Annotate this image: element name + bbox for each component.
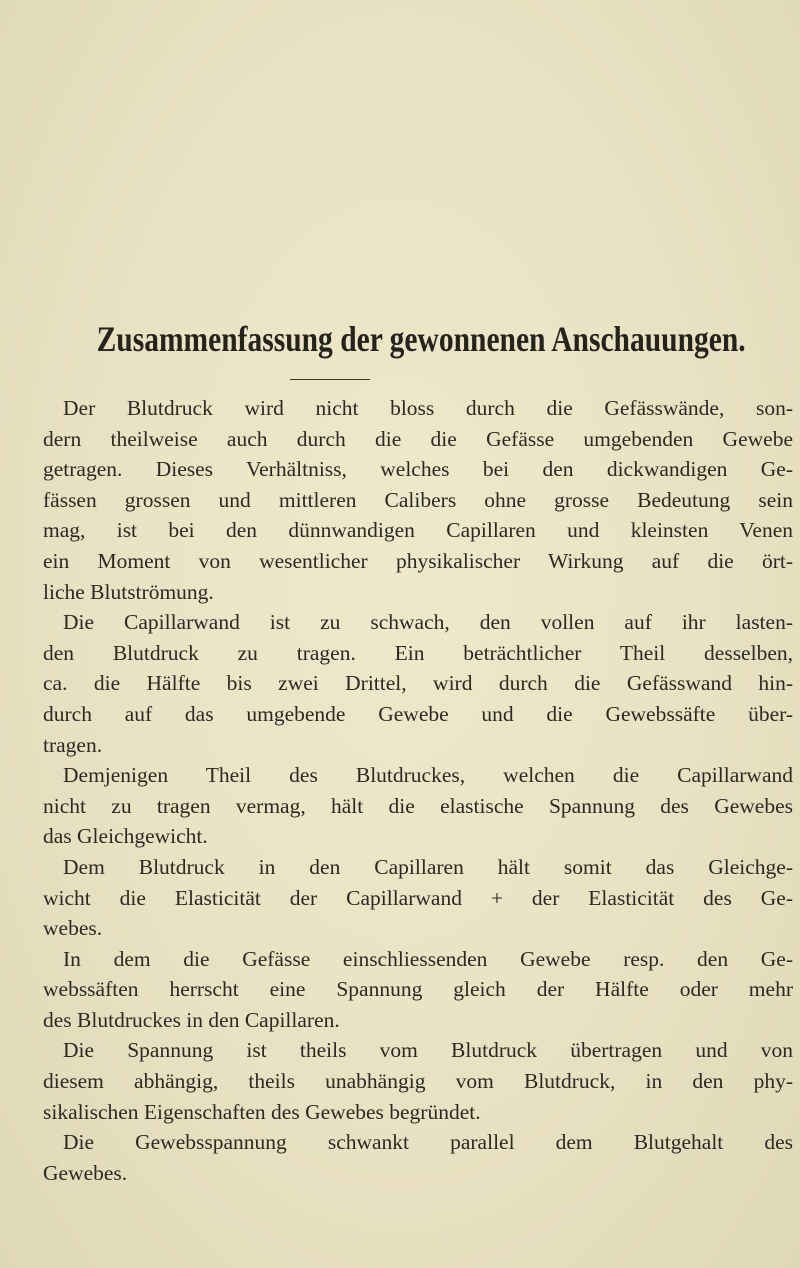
- text-line: ein Moment von wesentlicher physikalischer Wirkung auf die ört-: [43, 548, 793, 573]
- text-line: diesem abhängig, theils unabhängig vom Blutdruck, in den phy-: [43, 1069, 793, 1094]
- text-line: das Gleichgewicht.: [43, 824, 208, 849]
- chapter-heading: Zusammenfassung der gewonnenen Anschauungen.: [96, 319, 746, 359]
- body-text: [43, 393, 793, 1188]
- heading-divider: [290, 379, 370, 380]
- text-line: Der Blutdruck wird nicht bloss durch die Gefässwände, son-: [63, 396, 793, 420]
- text-line: Die Spannung ist theils vom Blutdruck übertragen und von: [63, 1038, 793, 1063]
- text-line: getragen. Dieses Verhältniss, welches bei den dickwandigen Ge-: [43, 457, 793, 482]
- text-line: liche Blutströmung.: [43, 579, 214, 604]
- text-line: sikalischen Eigenschaften des Gewebes begründet.: [43, 1099, 481, 1124]
- text-line: des Blutdruckes in den Capillaren.: [43, 1007, 340, 1032]
- text-line: Die Capillarwand ist zu schwach, den vollen auf ihr lasten-: [63, 610, 793, 635]
- text-line: tragen.: [43, 732, 103, 757]
- text-line: mag, ist bei den dünnwandigen Capillaren und kleinsten Venen: [43, 518, 793, 543]
- text-line: webssäften herrscht eine Spannung gleich der Hälfte oder mehr: [43, 977, 793, 1002]
- text-line: nicht zu tragen vermag, hält die elastische Spannung des Gewebes: [43, 793, 793, 818]
- text-line: webes.: [43, 916, 103, 941]
- text-line: Gewebes.: [43, 1160, 128, 1185]
- text-line: durch auf das umgebende Gewebe und die Gewebssäfte über-: [43, 701, 793, 726]
- text-line: den Blutdruck zu tragen. Ein beträchtlicher Theil desselben,: [43, 640, 793, 665]
- text-line: In dem die Gefässe einschliessenden Gewebe resp. den Ge-: [63, 946, 793, 971]
- text-line: dern theilweise auch durch die die Gefässe umgebenden Gewebe: [43, 426, 793, 451]
- text-line: fässen grossen und mittleren Calibers ohne grosse Bedeutung sein: [43, 487, 793, 512]
- text-line: Dem Blutdruck in den Capillaren hält somit das Gleichge-: [63, 854, 793, 879]
- text-line: Die Gewebsspannung schwankt parallel dem Blutgehalt des: [63, 1130, 793, 1155]
- text-line: Demjenigen Theil des Blutdruckes, welchen die Capillarwand: [63, 763, 793, 788]
- text-line: ca. die Hälfte bis zwei Drittel, wird durch die Gefässwand hin-: [43, 671, 793, 696]
- text-line: wicht die Elasticität der Capillarwand + der Elasticität des Ge-: [43, 885, 793, 910]
